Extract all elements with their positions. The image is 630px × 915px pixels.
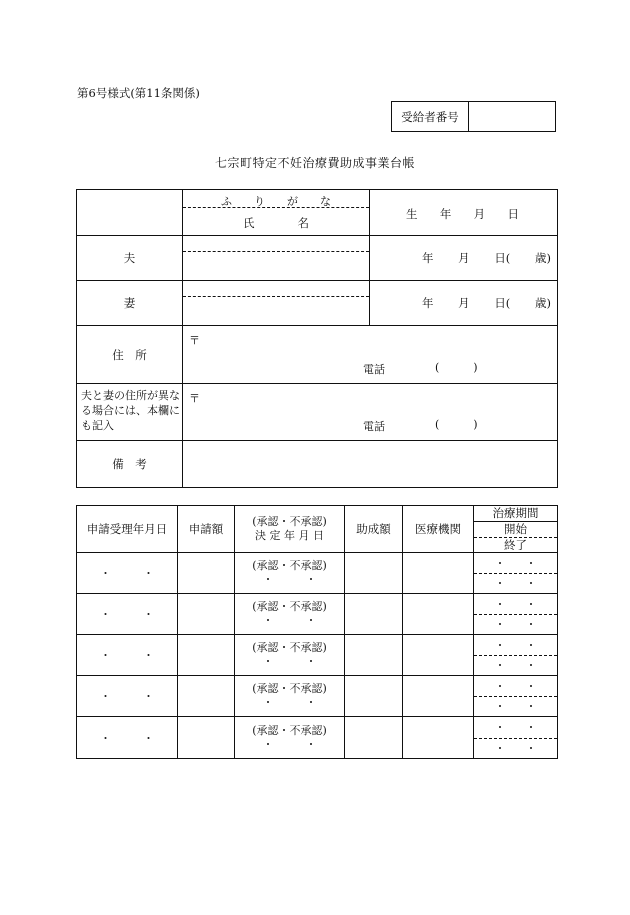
paren-open: ( xyxy=(435,418,440,431)
name-char: 氏 xyxy=(243,216,255,230)
month-label: 月 xyxy=(458,251,470,265)
alt-address-label xyxy=(77,384,183,441)
phone-label: 電話 xyxy=(363,363,385,376)
reception-date-field[interactable]: ・ ・ xyxy=(77,635,178,676)
treatment-period-field[interactable]: ・ ・ ・ ・ xyxy=(474,553,558,594)
registry-table xyxy=(76,189,558,488)
period-header: 治療期間 xyxy=(474,506,557,522)
dob-header xyxy=(406,206,519,222)
history-table xyxy=(76,505,558,759)
furigana-char: り xyxy=(254,195,265,208)
husband-dob-field[interactable] xyxy=(370,236,558,281)
subsidy-amount-field[interactable] xyxy=(345,553,403,594)
husband-label: 夫 xyxy=(77,236,183,281)
subsidy-amount-field[interactable] xyxy=(345,635,403,676)
amount-applied-field[interactable] xyxy=(178,635,235,676)
approve-text: (承認・不承認) xyxy=(252,682,327,695)
subsidy-amount-field[interactable] xyxy=(345,594,403,635)
day-label: 日( xyxy=(494,296,511,310)
postal-mark: 〒 xyxy=(189,392,200,405)
table-row xyxy=(77,676,558,717)
decision-date-header xyxy=(235,506,345,553)
institution-field[interactable] xyxy=(403,553,474,594)
treatment-period-field[interactable]: ・ ・ ・ ・ xyxy=(474,635,558,676)
wife-label: 妻 xyxy=(77,281,183,326)
alt-address-field[interactable] xyxy=(183,384,558,441)
address-field[interactable] xyxy=(183,326,558,384)
age-label: 歳) xyxy=(534,296,551,310)
phone-label: 電話 xyxy=(363,420,385,433)
amount-applied-field[interactable] xyxy=(178,553,235,594)
wife-dob-field[interactable] xyxy=(370,281,558,326)
table-row xyxy=(77,717,558,759)
dob-header-char: 年 xyxy=(439,207,452,221)
dob-row xyxy=(422,295,551,311)
table-row xyxy=(77,594,558,635)
dashed-divider xyxy=(183,251,369,252)
dashed-divider xyxy=(183,207,369,208)
remarks-field[interactable] xyxy=(183,441,558,488)
institution-field[interactable] xyxy=(403,676,474,717)
dob-header-char: 日 xyxy=(507,207,519,221)
paren-open: ( xyxy=(435,361,440,374)
decision-date-field[interactable]: (承認・不承認) ・ ・ xyxy=(235,717,345,759)
approve-text: (承認・不承認) xyxy=(252,600,327,613)
approve-text: (承認・不承認) xyxy=(252,559,327,572)
institution-field[interactable] xyxy=(403,594,474,635)
institution-field[interactable] xyxy=(403,717,474,759)
name-header-cell xyxy=(183,190,370,236)
reception-date-field[interactable]: ・ ・ xyxy=(77,717,178,759)
month-label: 月 xyxy=(458,296,470,310)
decision-date-field[interactable]: (承認・不承認) ・ ・ xyxy=(235,676,345,717)
reception-date-field[interactable]: ・ ・ xyxy=(77,676,178,717)
address-label: 住 所 xyxy=(77,326,183,384)
paren-close: ) xyxy=(473,361,478,374)
decision-header-line1: (承認・不承認) xyxy=(252,515,327,528)
form-number: 第6号様式(第11条関係) xyxy=(77,86,200,100)
treatment-period-field[interactable]: ・ ・ ・ ・ xyxy=(474,676,558,717)
dob-header-char: 月 xyxy=(473,207,486,221)
treatment-period-field[interactable]: ・ ・ ・ ・ xyxy=(474,594,558,635)
recipient-number-field[interactable] xyxy=(468,102,555,131)
institution-header: 医療機関 xyxy=(403,506,474,553)
subsidy-amount-field[interactable] xyxy=(345,717,403,759)
decision-date-field[interactable]: (承認・不承認) ・ ・ xyxy=(235,553,345,594)
amount-applied-field[interactable] xyxy=(178,717,235,759)
subsidy-amount-field[interactable] xyxy=(345,676,403,717)
end-header: 終了 xyxy=(504,538,527,552)
institution-field[interactable] xyxy=(403,635,474,676)
year-label: 年 xyxy=(422,296,434,310)
furigana-char: ふ xyxy=(221,195,232,208)
recipient-number-box xyxy=(391,101,556,132)
name-char: 名 xyxy=(297,216,309,230)
wife-name-field[interactable] xyxy=(183,281,370,326)
treatment-period-header xyxy=(474,506,558,553)
approve-text: (承認・不承認) xyxy=(252,641,327,654)
dashed-divider xyxy=(183,296,369,297)
reception-date-field[interactable]: ・ ・ xyxy=(77,553,178,594)
table-row xyxy=(77,635,558,676)
amount-applied-field[interactable] xyxy=(178,594,235,635)
history-header-row xyxy=(77,506,558,553)
table-row xyxy=(77,553,558,594)
reception-date-header: 申請受理年月日 xyxy=(77,506,178,553)
subsidy-amount-header: 助成額 xyxy=(345,506,403,553)
furigana-char: な xyxy=(320,195,331,208)
decision-header-line2: 決 定 年 月 日 xyxy=(255,529,324,542)
page-title: 七宗町特定不妊治療費助成事業台帳 xyxy=(214,156,415,170)
name-header xyxy=(243,215,309,231)
recipient-number-label: 受給者番号 xyxy=(392,102,469,131)
furigana-char: が xyxy=(287,195,298,208)
husband-name-field[interactable] xyxy=(183,236,370,281)
start-header: 開始 xyxy=(474,522,557,538)
treatment-period-field[interactable]: ・ ・ ・ ・ xyxy=(474,717,558,759)
phone-row xyxy=(363,361,478,377)
alt-address-note: 夫と妻の住所が異なる場合には、本欄にも記入 xyxy=(81,389,180,432)
remarks-label: 備 考 xyxy=(77,441,183,488)
age-label: 歳) xyxy=(534,251,551,265)
day-label: 日( xyxy=(494,251,511,265)
dob-header-char: 生 xyxy=(406,207,418,221)
amount-applied-header: 申請額 xyxy=(178,506,235,553)
approve-text: (承認・不承認) xyxy=(252,723,327,737)
paren-close: ) xyxy=(473,418,478,431)
reception-date-field[interactable]: ・ ・ xyxy=(77,594,178,635)
decision-date-field[interactable]: (承認・不承認) ・ ・ xyxy=(235,594,345,635)
year-label: 年 xyxy=(422,251,434,265)
dob-row xyxy=(422,250,551,266)
postal-mark: 〒 xyxy=(189,334,200,347)
decision-date-field[interactable]: (承認・不承認) ・ ・ xyxy=(235,635,345,676)
amount-applied-field[interactable] xyxy=(178,676,235,717)
corner-cell xyxy=(77,190,183,236)
dob-header-cell xyxy=(370,190,558,236)
phone-row xyxy=(363,418,478,434)
